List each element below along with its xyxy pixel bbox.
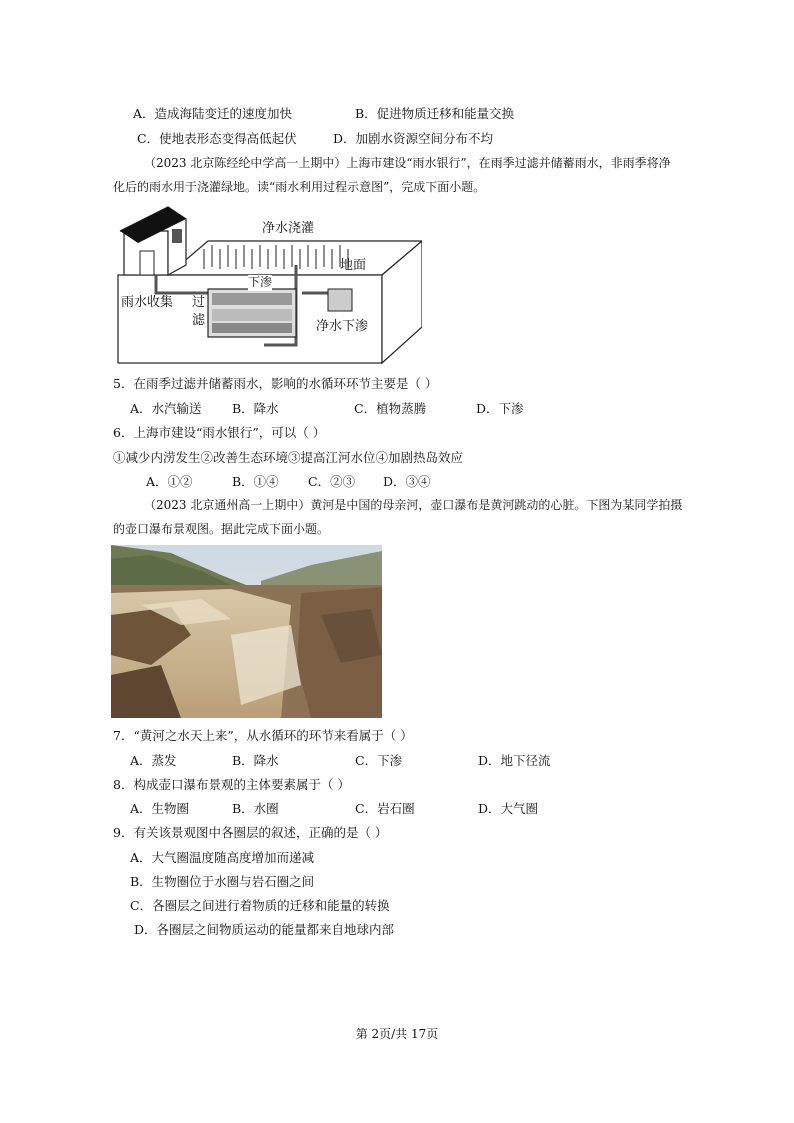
q9-option-c: C．各圈层之间进行着物质的迁移和能量的转换 [130,898,390,913]
q6-items: ①减少内涝发生②改善生态环境③提高江河水位④加剧热岛效应 [113,450,464,465]
waterfall-photo [111,545,382,718]
q8-option-d: D．大气圈 [478,801,539,816]
label-ground: 地面 [340,258,367,273]
q7-stem: 7．“黄河之水天上来”，从水循环的环节来看属于（ ） [113,728,413,743]
passage1-line1: （2023 北京陈经纶中学高一上期中）上海市建设“雨水银行”，在雨季过滤并储蓄雨水，非雨季将净 [144,156,671,170]
q9-option-a: A．大气圈温度随高度增加而递减 [130,850,315,865]
q7-option-c: C．下渗 [355,753,403,768]
q4-option-c: C．使地表形态变得高低起伏 [137,131,297,146]
q9-stem: 9．有关该景观图中各圈层的叙述，正确的是（ ） [113,825,388,840]
label-irrigation: 净水浇灌 [262,221,315,236]
page-number: 第 2页/共 17页 [355,1027,439,1041]
q5-option-b: B．降水 [232,401,279,416]
q7-option-b: B．降水 [232,753,279,768]
label-clean-infiltration: 净水下渗 [316,319,369,334]
q6-option-b: B．①④ [232,474,279,489]
q8-option-a: A．生物圈 [130,801,190,816]
q7-option-a: A．蒸发 [130,753,177,768]
q8-stem: 8．构成壶口瀑布景观的主体要素属于（ ） [113,777,350,792]
label-collect: 雨水收集 [121,295,174,310]
q4-option-d: D．加剧水资源空间分布不均 [333,131,494,146]
q8-option-b: B．水圈 [232,801,279,816]
label-filter-1: 过 [192,295,206,310]
q7-option-d: D．地下径流 [478,753,551,768]
q5-option-a: A．水汽输送 [130,401,202,416]
label-infiltration: 下渗 [248,275,273,289]
label-filter-2: 滤 [192,313,206,328]
q5-option-d: D．下渗 [476,401,524,416]
q5-option-c: C．植物蒸腾 [354,401,427,416]
q6-option-a: A．①② [146,474,193,489]
q9-option-b: B．生物圈位于水圈与岩石圈之间 [130,874,315,889]
q8-option-c: C．岩石圈 [355,801,415,816]
passage2-line2: 的壶口瀑布景观图。据此完成下面小题。 [113,522,330,536]
q6-option-d: D．③④ [383,474,431,489]
q9-option-d: D．各圈层之间物质运动的能量都来自地球内部 [134,922,395,937]
q4-option-b: B．促进物质迁移和能量交换 [355,106,515,121]
rainwater-diagram [116,205,422,365]
passage2-line1: （2023 北京通州高一上期中）黄河是中国的母亲河，壶口瀑布是黄河跳动的心脏。下图为某同学拍摄 [144,498,683,512]
q6-stem: 6．上海市建设“雨水银行”，可以（ ） [113,425,326,440]
q4-option-a: A．造成海陆变迁的速度加快 [133,106,293,121]
q5-stem: 5．在雨季过滤并储蓄雨水，影响的水循环环节主要是（ ） [113,376,438,391]
passage1-line2: 化后的雨水用于浇灌绿地。读“雨水利用过程示意图”，完成下面小题。 [113,180,486,194]
q6-option-c: C．②③ [308,474,356,489]
